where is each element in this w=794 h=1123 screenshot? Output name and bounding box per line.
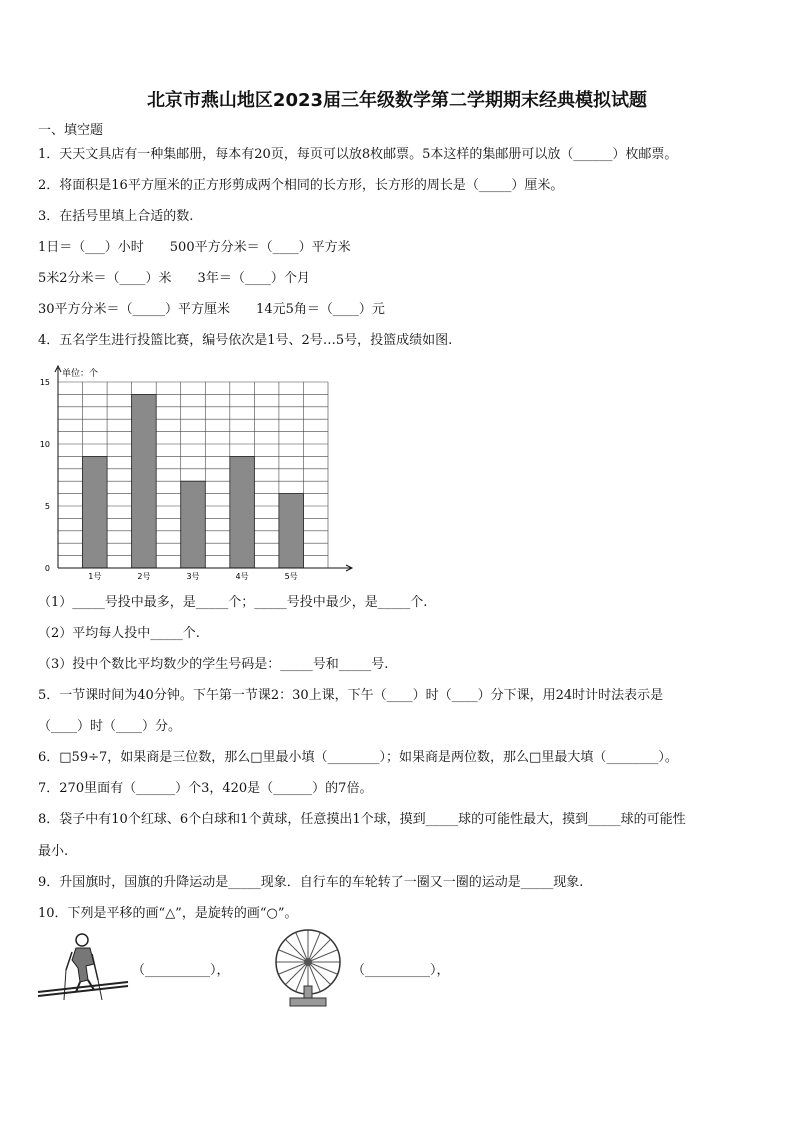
fan-spoke [308, 962, 331, 985]
y-tick-label: 10 [39, 440, 50, 449]
question-5-cont: （____）时（____）分。 [38, 719, 182, 734]
question-8: 8．袋子中有10个红球、6个白球和1个黄球，任意摸出1个球，摸到_____球的可能性最大，摸到_____球的可能性 [38, 812, 686, 827]
question-4: 4．五名学生进行投篮比赛，编号依次是1号、2号…5号，投篮成绩如图. [38, 333, 453, 348]
question-3-row-3: 30平方分米＝（_____）平方厘米 14元5角＝（____）元 [38, 302, 385, 317]
y-tick-label: 15 [39, 378, 50, 387]
question-8-cont: 最小. [38, 844, 69, 859]
fan-illustration [270, 928, 346, 1010]
fan-spoke [308, 939, 331, 962]
chart-unit-label: 单位：个 [62, 369, 99, 379]
page-title: 北京市燕山地区2023届三年级数学第二学期期末经典模拟试题 [146, 90, 648, 111]
question-4-part-3: （3）投中个数比平均数少的学生号码是：_____号和_____号. [38, 657, 389, 672]
question-3: 3．在括号里填上合适的数. [38, 209, 194, 224]
question-9: 9．升国旗时，国旗的升降运动是_____现象．自行车的车轮转了一圈又一圈的运动是_____现象. [38, 875, 584, 890]
bar-chart [34, 362, 364, 584]
question-5: 5．一节课时间为40分钟。下午第一节课2：30上课，下午（____）时（____）分下课，用24时计时法表示是 [38, 688, 664, 703]
fan-spoke [285, 939, 308, 962]
fan-spoke [285, 962, 308, 985]
bar-4 [230, 456, 255, 568]
skier-illustration [36, 930, 131, 1002]
question-3-row-1: 1日＝（___）小时 500平方分米＝（____）平方米 [38, 240, 351, 255]
question-10: 10．下列是平移的画“△”，是旋转的画“○”。 [38, 906, 298, 921]
bar-2 [132, 394, 157, 568]
section-heading: 一、填空题 [38, 123, 104, 138]
question-6: 6．□59÷7，如果商是三位数，那么□里最小填（________）；如果商是两位数，那么□里最大填（________）。 [38, 750, 678, 765]
x-tick-label: 1号 [88, 572, 102, 581]
bar-3 [181, 481, 206, 568]
y-tick-label: 0 [44, 564, 50, 573]
question-1: 1．天天文具店有一种集邮册，每本有20页，每页可以放8枚邮票。5本这样的集邮册可以放（______）枚邮票。 [38, 147, 678, 162]
question-3-row-2: 5米2分米＝（____）米 3年＝（____）个月 [38, 271, 310, 286]
bar-5 [279, 494, 304, 568]
x-tick-label: 5号 [284, 572, 298, 581]
x-tick-label: 2号 [137, 572, 151, 581]
answer-blank-1: （__________）， [132, 963, 230, 978]
question-4-part-1: （1）_____号投中最多，是_____个；_____号投中最少，是_____个. [38, 595, 428, 610]
x-tick-label: 3号 [186, 572, 200, 581]
question-4-part-2: （2）平均每人投中_____个. [38, 626, 200, 641]
question-7: 7．270里面有（______）个3，420是（______）的7倍。 [38, 781, 373, 796]
y-tick-label: 5 [44, 502, 50, 511]
question-2: 2．将面积是16平方厘米的正方形剪成两个相同的长方形，长方形的周长是（_____）厘米。 [38, 178, 564, 193]
bar-1 [83, 456, 108, 568]
answer-blank-2: （__________）， [352, 963, 450, 978]
x-tick-label: 4号 [235, 572, 249, 581]
